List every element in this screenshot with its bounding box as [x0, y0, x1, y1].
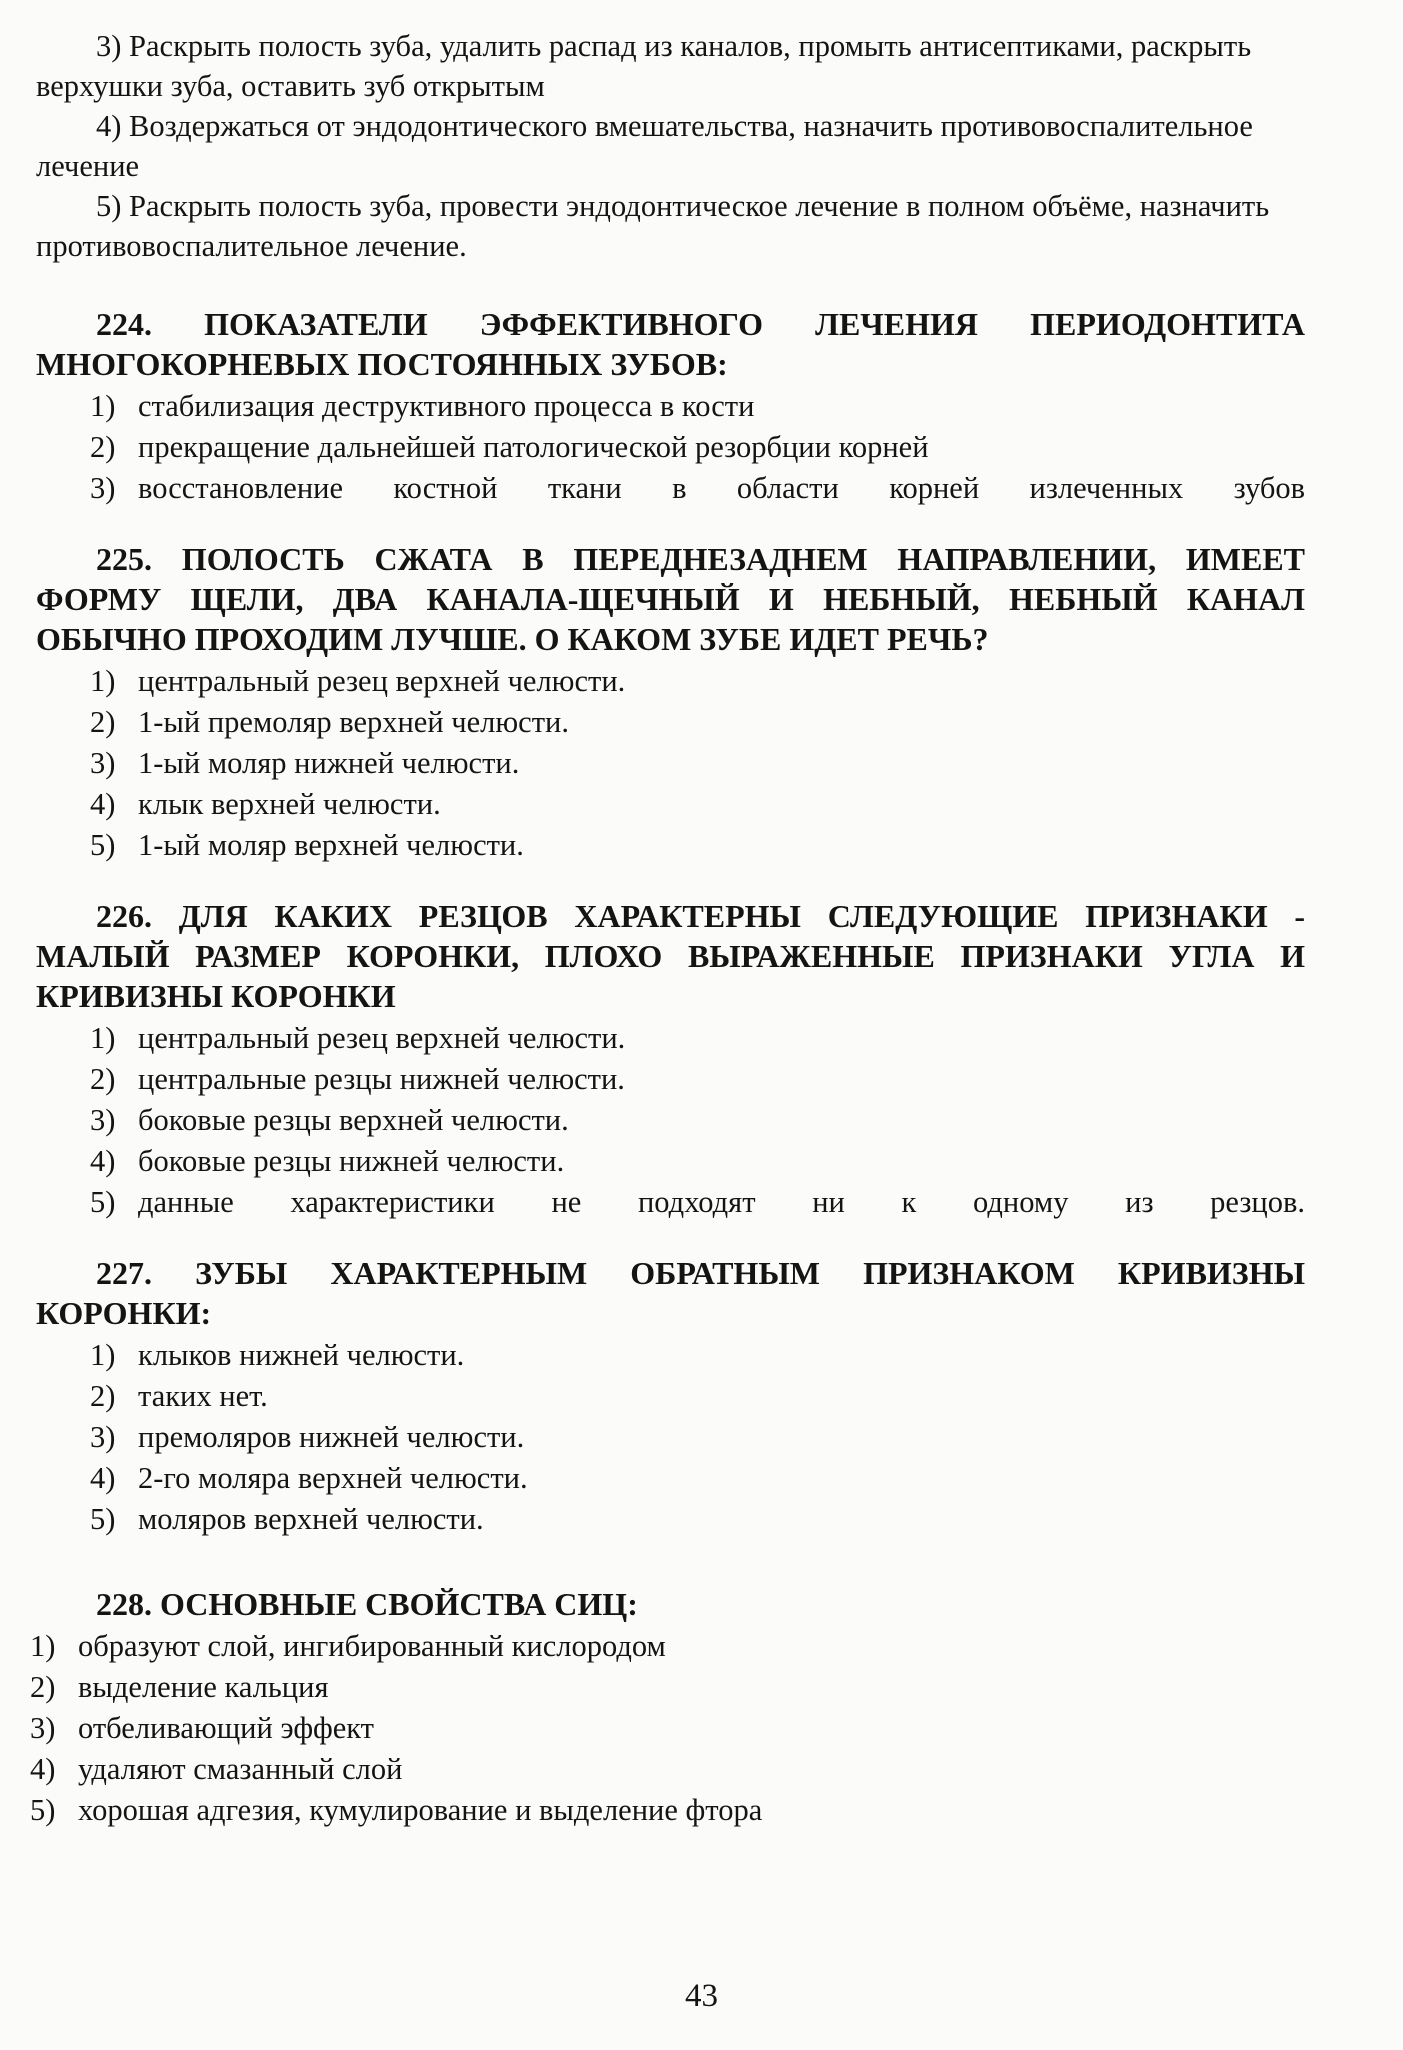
intro-option-4: 4) Воздержаться от эндодонтического вмешательства, назначить противовоспалительное лечение	[36, 109, 1253, 183]
question-title: 226. ДЛЯ КАКИХ РЕЗЦОВ ХАРАКТЕРНЫ СЛЕДУЮЩИЕ ПРИЗНАКИ - МАЛЫЙ РАЗМЕР КОРОНКИ, ПЛОХО ВЫРАЖЕННЫЕ ПРИЗНАКИ УГЛА И КРИВИЗНЫ КОРОНКИ	[36, 898, 1305, 1014]
option-text: восстановление костной ткани в области корней излеченных зубов	[138, 471, 1305, 505]
option-text: центральный резец верхней челюсти.	[138, 1021, 626, 1055]
list-item	[36, 661, 1305, 702]
question-228	[30, 1584, 1305, 1831]
option-number: 2)	[90, 430, 116, 464]
option-number: 1)	[90, 664, 116, 698]
option-text: 1-ый моляр нижней челюсти.	[138, 746, 520, 780]
option-number: 1)	[90, 389, 116, 423]
question-226	[36, 896, 1305, 1223]
list-item	[0, 1667, 1305, 1708]
option-number: 1)	[90, 1021, 116, 1055]
option-text: данные характеристики не подходят ни к одному из резцов.	[138, 1185, 1305, 1219]
option-text: выделение кальция	[78, 1670, 329, 1704]
list-item	[36, 743, 1305, 784]
list-item	[36, 1458, 1305, 1499]
option-number: 2)	[90, 1379, 116, 1413]
option-text: образуют слой, ингибированный кислородом	[78, 1629, 666, 1663]
list-item	[0, 1749, 1305, 1790]
option-number: 1)	[90, 1338, 116, 1372]
option-number: 2)	[90, 1062, 116, 1096]
question-title: 227. ЗУБЫ ХАРАКТЕРНЫМ ОБРАТНЫМ ПРИЗНАКОМ КРИВИЗНЫ КОРОНКИ:	[36, 1255, 1305, 1331]
option-text: клыков нижней челюсти.	[138, 1338, 465, 1372]
option-text: клык верхней челюсти.	[138, 787, 441, 821]
option-number: 3)	[90, 746, 116, 780]
question-225	[36, 539, 1305, 866]
list-item	[0, 1708, 1305, 1749]
intro-option-5: 5) Раскрыть полость зуба, провести эндодонтическое лечение в полном объёме, назначить противовоспалительное лечение.	[36, 189, 1270, 263]
list-item	[36, 1100, 1305, 1141]
option-number: 5)	[90, 828, 116, 862]
option-text: удаляют смазанный слой	[78, 1752, 403, 1786]
intro-option-3: 3) Раскрыть полость зуба, удалить распад из каналов, промыть антисептиками, раскрыть верхушки зуба, оставить зуб открытым	[36, 29, 1252, 103]
question-227	[36, 1253, 1305, 1540]
list-item	[36, 1417, 1305, 1458]
option-number: 3)	[90, 1420, 116, 1454]
option-text: стабилизация деструктивного процесса в кости	[138, 389, 755, 423]
list-item	[36, 468, 1305, 509]
page-number: 43	[685, 1978, 718, 2014]
option-number: 5)	[30, 1793, 56, 1827]
list-item	[36, 427, 1305, 468]
options-list	[0, 1626, 1305, 1831]
list-item	[36, 1499, 1305, 1540]
option-number: 3)	[90, 1103, 116, 1137]
options-list	[36, 1335, 1305, 1540]
option-text: центральный резец верхней челюсти.	[138, 664, 626, 698]
list-item	[36, 1018, 1305, 1059]
question-title: 225. ПОЛОСТЬ СЖАТА В ПЕРЕДНЕЗАДНЕМ НАПРАВЛЕНИИ, ИМЕЕТ ФОРМУ ЩЕЛИ, ДВА КАНАЛА-ЩЕЧНЫЙ И НЕБНЫЙ, НЕБНЫЙ КАНАЛ ОБЫЧНО ПРОХОДИМ ЛУЧШЕ. О КАКОМ ЗУБЕ ИДЕТ РЕЧЬ?	[36, 541, 1305, 657]
list-item	[0, 1790, 1305, 1831]
option-number: 2)	[30, 1670, 56, 1704]
question-title: 228. ОСНОВНЫЕ СВОЙСТВА СИЦ:	[96, 1586, 638, 1622]
list-item	[36, 784, 1305, 825]
option-text: 2-го моляра верхней челюсти.	[138, 1461, 528, 1495]
option-text: центральные резцы нижней челюсти.	[138, 1062, 625, 1096]
option-text: хорошая адгезия, кумулирование и выделение фтора	[78, 1793, 763, 1827]
list-item	[36, 1376, 1305, 1417]
option-text: отбеливающий эффект	[78, 1711, 374, 1745]
option-text: таких нет.	[138, 1379, 268, 1413]
option-number: 2)	[90, 705, 116, 739]
option-number: 1)	[30, 1629, 56, 1663]
option-number: 5)	[90, 1185, 116, 1219]
option-text: боковые резцы нижней челюсти.	[138, 1144, 565, 1178]
option-text: боковые резцы верхней челюсти.	[138, 1103, 569, 1137]
option-text: моляров верхней челюсти.	[138, 1502, 484, 1536]
options-list	[36, 1018, 1305, 1223]
option-text: 1-ый премоляр верхней челюсти.	[138, 705, 569, 739]
option-number: 3)	[90, 471, 116, 505]
list-item	[36, 386, 1305, 427]
option-number: 3)	[30, 1711, 56, 1745]
list-item	[36, 702, 1305, 743]
list-item	[36, 1182, 1305, 1223]
list-item	[36, 1335, 1305, 1376]
option-number: 4)	[90, 787, 116, 821]
option-number: 4)	[30, 1752, 56, 1786]
question-224	[36, 304, 1305, 509]
option-number: 4)	[90, 1461, 116, 1495]
question-title: 224. ПОКАЗАТЕЛИ ЭФФЕКТИВНОГО ЛЕЧЕНИЯ ПЕРИОДОНТИТА МНОГОКОРНЕВЫХ ПОСТОЯННЫХ ЗУБОВ:	[36, 306, 1305, 382]
list-item	[0, 1626, 1305, 1667]
options-list	[36, 661, 1305, 866]
list-item	[36, 1059, 1305, 1100]
option-text: прекращение дальнейшей патологической резорбции корней	[138, 430, 929, 464]
list-item	[36, 825, 1305, 866]
option-number: 5)	[90, 1502, 116, 1536]
options-list	[36, 386, 1305, 509]
option-text: 1-ый моляр верхней челюсти.	[138, 828, 524, 862]
list-item	[36, 1141, 1305, 1182]
option-text: премоляров нижней челюсти.	[138, 1420, 525, 1454]
option-number: 4)	[90, 1144, 116, 1178]
